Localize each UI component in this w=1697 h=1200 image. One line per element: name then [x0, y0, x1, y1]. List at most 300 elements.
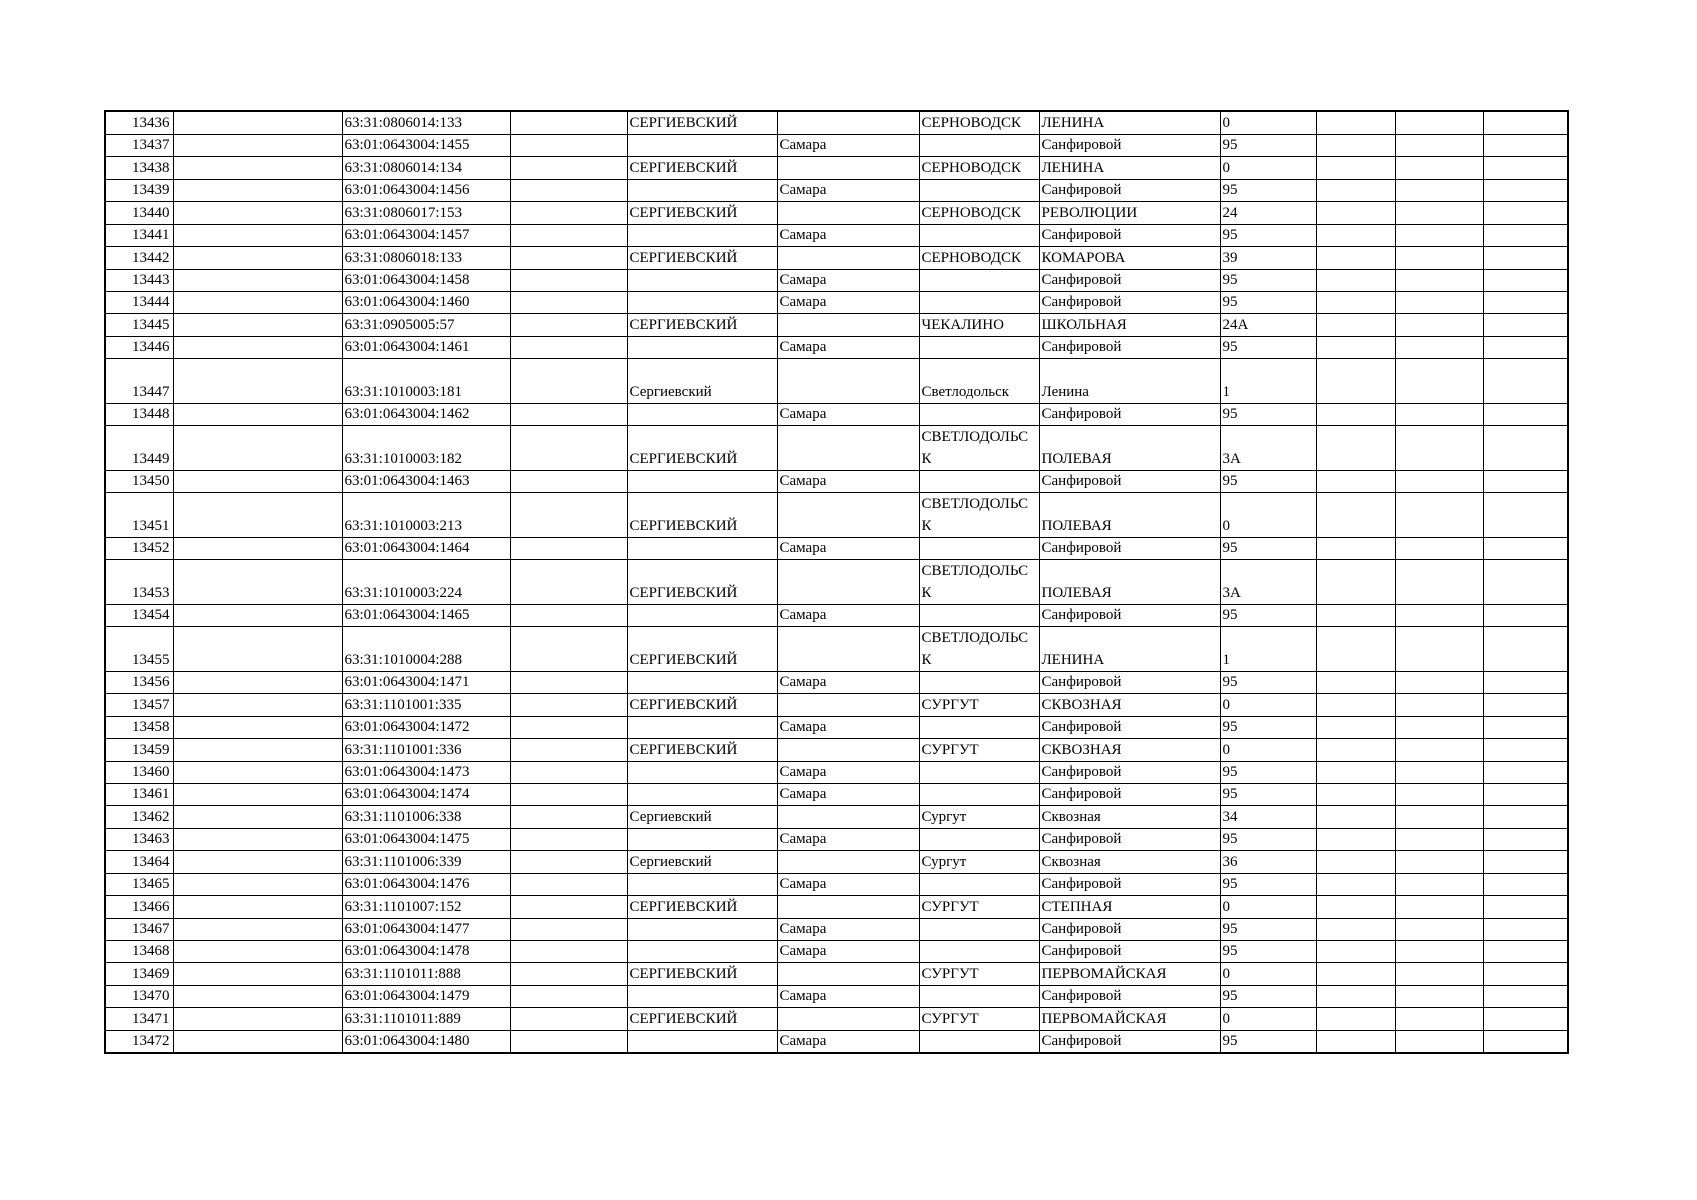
cell-row-number: 13448 — [105, 404, 173, 426]
cell-row-number: 13449 — [105, 426, 173, 471]
cell-house: 95 — [1220, 1031, 1316, 1054]
cell-city — [777, 694, 919, 717]
cell-cadastral-number: 63:31:1101001:336 — [342, 739, 510, 762]
cell-street: Санфировой — [1039, 135, 1220, 157]
cell-district — [627, 717, 777, 739]
cell-district: Сергиевский — [627, 851, 777, 874]
cell-row-number: 13438 — [105, 157, 173, 180]
cell-empty-k — [1395, 359, 1483, 404]
table-row — [105, 941, 1568, 963]
cell-house: 95 — [1220, 829, 1316, 851]
cell-district: СЕРГИЕВСКИЙ — [627, 963, 777, 986]
cell-empty-d — [510, 135, 627, 157]
cell-empty-l — [1483, 426, 1568, 471]
cell-empty-d — [510, 292, 627, 314]
cell-locality — [919, 1031, 1039, 1054]
cell-empty-b — [173, 672, 342, 694]
cell-locality: Сургут — [919, 851, 1039, 874]
cell-cadastral-number: 63:31:0806014:134 — [342, 157, 510, 180]
cell-locality — [919, 829, 1039, 851]
cell-empty-d — [510, 1031, 627, 1054]
cell-empty-j — [1316, 806, 1395, 829]
cell-empty-b — [173, 896, 342, 919]
cell-empty-d — [510, 694, 627, 717]
cell-house: 3А — [1220, 426, 1316, 471]
cell-empty-d — [510, 337, 627, 359]
table-row — [105, 359, 1568, 404]
cell-empty-b — [173, 941, 342, 963]
cell-row-number: 13463 — [105, 829, 173, 851]
cell-house: 39 — [1220, 247, 1316, 270]
cell-empty-d — [510, 426, 627, 471]
cell-empty-d — [510, 560, 627, 605]
cell-empty-d — [510, 986, 627, 1008]
cell-house: 24А — [1220, 314, 1316, 337]
cell-locality: Светлодольск — [919, 359, 1039, 404]
cell-empty-k — [1395, 560, 1483, 605]
cell-empty-l — [1483, 560, 1568, 605]
table-row — [105, 404, 1568, 426]
cell-empty-d — [510, 717, 627, 739]
cell-empty-d — [510, 919, 627, 941]
cell-empty-j — [1316, 292, 1395, 314]
cell-locality: СУРГУТ — [919, 896, 1039, 919]
cell-empty-j — [1316, 404, 1395, 426]
cell-empty-j — [1316, 986, 1395, 1008]
cell-street: Санфировой — [1039, 986, 1220, 1008]
cell-house: 24 — [1220, 202, 1316, 225]
cell-city: Самара — [777, 605, 919, 627]
cell-cadastral-number: 63:01:0643004:1465 — [342, 605, 510, 627]
cell-house: 95 — [1220, 471, 1316, 493]
cell-house: 0 — [1220, 694, 1316, 717]
cell-empty-d — [510, 627, 627, 672]
cell-empty-j — [1316, 314, 1395, 337]
cell-row-number: 13450 — [105, 471, 173, 493]
cell-empty-l — [1483, 359, 1568, 404]
cell-row-number: 13469 — [105, 963, 173, 986]
cell-city: Самара — [777, 225, 919, 247]
cell-locality: СУРГУТ — [919, 963, 1039, 986]
table-body — [105, 111, 1568, 1053]
cell-locality — [919, 986, 1039, 1008]
cell-row-number: 13446 — [105, 337, 173, 359]
cell-district: СЕРГИЕВСКИЙ — [627, 493, 777, 538]
cell-empty-d — [510, 896, 627, 919]
table-row — [105, 471, 1568, 493]
cell-empty-d — [510, 963, 627, 986]
cell-cadastral-number: 63:01:0643004:1474 — [342, 784, 510, 806]
cell-street: Санфировой — [1039, 829, 1220, 851]
cell-row-number: 13457 — [105, 694, 173, 717]
cell-street: КОМАРОВА — [1039, 247, 1220, 270]
cell-empty-l — [1483, 806, 1568, 829]
cell-row-number: 13452 — [105, 538, 173, 560]
cell-house: 36 — [1220, 851, 1316, 874]
cell-empty-k — [1395, 986, 1483, 1008]
cell-empty-b — [173, 359, 342, 404]
cell-empty-b — [173, 851, 342, 874]
cell-district — [627, 941, 777, 963]
cell-city: Самара — [777, 337, 919, 359]
cell-row-number: 13437 — [105, 135, 173, 157]
address-register-table — [104, 110, 1569, 1054]
cell-district — [627, 225, 777, 247]
cell-empty-k — [1395, 337, 1483, 359]
cell-empty-l — [1483, 493, 1568, 538]
cell-empty-b — [173, 560, 342, 605]
cell-locality — [919, 717, 1039, 739]
cell-empty-d — [510, 180, 627, 202]
cell-locality — [919, 292, 1039, 314]
cell-district — [627, 270, 777, 292]
cell-empty-j — [1316, 247, 1395, 270]
cell-empty-d — [510, 538, 627, 560]
cell-empty-l — [1483, 874, 1568, 896]
cell-row-number: 13467 — [105, 919, 173, 941]
cell-street: ЛЕНИНА — [1039, 627, 1220, 672]
table-row — [105, 180, 1568, 202]
cell-city: Самара — [777, 941, 919, 963]
cell-row-number: 13441 — [105, 225, 173, 247]
cell-city: Самара — [777, 762, 919, 784]
cell-empty-j — [1316, 762, 1395, 784]
cell-street: Санфировой — [1039, 270, 1220, 292]
cell-locality — [919, 941, 1039, 963]
cell-empty-j — [1316, 426, 1395, 471]
table-row — [105, 157, 1568, 180]
cell-empty-b — [173, 314, 342, 337]
cell-empty-j — [1316, 672, 1395, 694]
cell-cadastral-number: 63:31:0806018:133 — [342, 247, 510, 270]
cell-empty-j — [1316, 896, 1395, 919]
cell-empty-b — [173, 404, 342, 426]
cell-empty-k — [1395, 739, 1483, 762]
cell-cadastral-number: 63:01:0643004:1473 — [342, 762, 510, 784]
cell-city: Самара — [777, 874, 919, 896]
table-row — [105, 314, 1568, 337]
cell-empty-l — [1483, 180, 1568, 202]
cell-empty-b — [173, 111, 342, 135]
cell-city — [777, 1008, 919, 1031]
cell-cadastral-number: 63:01:0643004:1476 — [342, 874, 510, 896]
cell-street: ПЕРВОМАЙСКАЯ — [1039, 1008, 1220, 1031]
cell-street: Санфировой — [1039, 941, 1220, 963]
cell-empty-b — [173, 694, 342, 717]
cell-house: 95 — [1220, 784, 1316, 806]
cell-empty-b — [173, 986, 342, 1008]
cell-empty-k — [1395, 806, 1483, 829]
cell-empty-b — [173, 784, 342, 806]
cell-district — [627, 919, 777, 941]
cell-cadastral-number: 63:01:0643004:1457 — [342, 225, 510, 247]
cell-row-number: 13439 — [105, 180, 173, 202]
cell-row-number: 13461 — [105, 784, 173, 806]
cell-city — [777, 202, 919, 225]
cell-house: 1 — [1220, 359, 1316, 404]
cell-empty-d — [510, 1008, 627, 1031]
cell-house: 0 — [1220, 896, 1316, 919]
cell-street: ЛЕНИНА — [1039, 111, 1220, 135]
cell-district: СЕРГИЕВСКИЙ — [627, 560, 777, 605]
cell-district — [627, 135, 777, 157]
cell-empty-b — [173, 493, 342, 538]
cell-empty-k — [1395, 292, 1483, 314]
cell-district — [627, 337, 777, 359]
cell-empty-d — [510, 739, 627, 762]
cell-cadastral-number: 63:31:1010003:181 — [342, 359, 510, 404]
cell-empty-j — [1316, 180, 1395, 202]
cell-locality: СВЕТЛОДОЛЬСК — [919, 426, 1039, 471]
cell-cadastral-number: 63:31:1010003:213 — [342, 493, 510, 538]
cell-street: Санфировой — [1039, 225, 1220, 247]
cell-empty-j — [1316, 694, 1395, 717]
cell-empty-j — [1316, 202, 1395, 225]
cell-district: СЕРГИЕВСКИЙ — [627, 157, 777, 180]
cell-row-number: 13465 — [105, 874, 173, 896]
cell-row-number: 13472 — [105, 1031, 173, 1054]
cell-street: Сквозная — [1039, 851, 1220, 874]
cell-street: Сквозная — [1039, 806, 1220, 829]
cell-cadastral-number: 63:31:1010003:224 — [342, 560, 510, 605]
cell-empty-d — [510, 359, 627, 404]
cell-empty-k — [1395, 694, 1483, 717]
cell-empty-l — [1483, 627, 1568, 672]
cell-row-number: 13440 — [105, 202, 173, 225]
cell-row-number: 13460 — [105, 762, 173, 784]
cell-street: Санфировой — [1039, 1031, 1220, 1054]
cell-empty-j — [1316, 493, 1395, 538]
table-row — [105, 829, 1568, 851]
cell-empty-k — [1395, 874, 1483, 896]
cell-empty-l — [1483, 314, 1568, 337]
cell-district: СЕРГИЕВСКИЙ — [627, 1008, 777, 1031]
cell-house: 95 — [1220, 874, 1316, 896]
cell-locality — [919, 471, 1039, 493]
cell-street: Санфировой — [1039, 605, 1220, 627]
cell-empty-l — [1483, 1008, 1568, 1031]
cell-empty-d — [510, 404, 627, 426]
cell-empty-k — [1395, 941, 1483, 963]
cell-street: Санфировой — [1039, 471, 1220, 493]
cell-locality — [919, 672, 1039, 694]
cell-empty-j — [1316, 851, 1395, 874]
cell-empty-b — [173, 292, 342, 314]
cell-cadastral-number: 63:01:0643004:1462 — [342, 404, 510, 426]
cell-house: 95 — [1220, 762, 1316, 784]
cell-house: 95 — [1220, 404, 1316, 426]
cell-locality: СЕРНОВОДСК — [919, 111, 1039, 135]
cell-row-number: 13436 — [105, 111, 173, 135]
cell-empty-l — [1483, 986, 1568, 1008]
table-row — [105, 1008, 1568, 1031]
cell-house: 0 — [1220, 1008, 1316, 1031]
cell-empty-j — [1316, 963, 1395, 986]
cell-empty-k — [1395, 538, 1483, 560]
cell-empty-j — [1316, 1031, 1395, 1054]
cell-locality — [919, 605, 1039, 627]
cell-row-number: 13445 — [105, 314, 173, 337]
table-row — [105, 493, 1568, 538]
cell-empty-l — [1483, 247, 1568, 270]
cell-street: Санфировой — [1039, 538, 1220, 560]
cell-empty-k — [1395, 1031, 1483, 1054]
cell-empty-j — [1316, 784, 1395, 806]
cell-district: Сергиевский — [627, 806, 777, 829]
cell-cadastral-number: 63:01:0643004:1456 — [342, 180, 510, 202]
cell-city — [777, 560, 919, 605]
cell-street: Санфировой — [1039, 717, 1220, 739]
table-row — [105, 1031, 1568, 1054]
cell-cadastral-number: 63:31:1010004:288 — [342, 627, 510, 672]
cell-street: Санфировой — [1039, 404, 1220, 426]
cell-empty-b — [173, 919, 342, 941]
cell-empty-d — [510, 806, 627, 829]
cell-empty-l — [1483, 404, 1568, 426]
table-row — [105, 605, 1568, 627]
cell-street: Санфировой — [1039, 337, 1220, 359]
cell-street: СКВОЗНАЯ — [1039, 739, 1220, 762]
cell-locality — [919, 762, 1039, 784]
cell-empty-d — [510, 829, 627, 851]
cell-empty-d — [510, 111, 627, 135]
cell-empty-l — [1483, 717, 1568, 739]
cell-house: 95 — [1220, 135, 1316, 157]
cell-empty-l — [1483, 963, 1568, 986]
cell-empty-k — [1395, 784, 1483, 806]
cell-street: Санфировой — [1039, 672, 1220, 694]
cell-empty-l — [1483, 829, 1568, 851]
cell-empty-d — [510, 784, 627, 806]
cell-cadastral-number: 63:01:0643004:1464 — [342, 538, 510, 560]
cell-house: 0 — [1220, 493, 1316, 538]
cell-district: СЕРГИЕВСКИЙ — [627, 314, 777, 337]
table-row — [105, 739, 1568, 762]
cell-empty-b — [173, 247, 342, 270]
cell-house: 95 — [1220, 538, 1316, 560]
cell-district: Сергиевский — [627, 359, 777, 404]
cell-district — [627, 292, 777, 314]
cell-empty-k — [1395, 762, 1483, 784]
cell-row-number: 13458 — [105, 717, 173, 739]
cell-cadastral-number: 63:01:0643004:1479 — [342, 986, 510, 1008]
cell-cadastral-number: 63:01:0643004:1455 — [342, 135, 510, 157]
cell-house: 95 — [1220, 605, 1316, 627]
cell-row-number: 13443 — [105, 270, 173, 292]
cell-house: 0 — [1220, 111, 1316, 135]
cell-locality — [919, 874, 1039, 896]
cell-district — [627, 874, 777, 896]
cell-house: 95 — [1220, 919, 1316, 941]
cell-city — [777, 493, 919, 538]
cell-empty-l — [1483, 605, 1568, 627]
cell-house: 95 — [1220, 180, 1316, 202]
cell-empty-d — [510, 851, 627, 874]
cell-street: Санфировой — [1039, 180, 1220, 202]
cell-district: СЕРГИЕВСКИЙ — [627, 202, 777, 225]
cell-district: СЕРГИЕВСКИЙ — [627, 627, 777, 672]
table-row — [105, 202, 1568, 225]
cell-house: 95 — [1220, 672, 1316, 694]
cell-empty-b — [173, 762, 342, 784]
cell-street: Санфировой — [1039, 874, 1220, 896]
cell-empty-d — [510, 493, 627, 538]
cell-locality: Сургут — [919, 806, 1039, 829]
cell-empty-k — [1395, 829, 1483, 851]
cell-empty-j — [1316, 471, 1395, 493]
table-row — [105, 292, 1568, 314]
cell-locality — [919, 538, 1039, 560]
cell-city: Самара — [777, 180, 919, 202]
cell-locality: СВЕТЛОДОЛЬСК — [919, 493, 1039, 538]
cell-row-number: 13442 — [105, 247, 173, 270]
cell-empty-b — [173, 337, 342, 359]
cell-empty-j — [1316, 1008, 1395, 1031]
table-row — [105, 111, 1568, 135]
cell-empty-j — [1316, 270, 1395, 292]
cell-cadastral-number: 63:01:0643004:1460 — [342, 292, 510, 314]
cell-empty-l — [1483, 851, 1568, 874]
cell-district — [627, 538, 777, 560]
table-row — [105, 672, 1568, 694]
cell-street: ПОЛЕВАЯ — [1039, 493, 1220, 538]
cell-locality: СВЕТЛОДОЛЬСК — [919, 560, 1039, 605]
cell-empty-d — [510, 270, 627, 292]
cell-empty-l — [1483, 941, 1568, 963]
cell-empty-d — [510, 762, 627, 784]
cell-city: Самара — [777, 404, 919, 426]
table-row — [105, 919, 1568, 941]
cell-empty-b — [173, 202, 342, 225]
cell-city: Самара — [777, 135, 919, 157]
cell-house: 0 — [1220, 157, 1316, 180]
cell-row-number: 13456 — [105, 672, 173, 694]
cell-city: Самара — [777, 717, 919, 739]
cell-locality: СУРГУТ — [919, 1008, 1039, 1031]
cell-empty-k — [1395, 135, 1483, 157]
cell-cadastral-number: 63:01:0643004:1477 — [342, 919, 510, 941]
cell-street: ПОЛЕВАЯ — [1039, 560, 1220, 605]
cell-empty-b — [173, 627, 342, 672]
cell-cadastral-number: 63:01:0643004:1458 — [342, 270, 510, 292]
cell-empty-d — [510, 314, 627, 337]
cell-empty-j — [1316, 337, 1395, 359]
cell-cadastral-number: 63:01:0643004:1480 — [342, 1031, 510, 1054]
cell-street: Санфировой — [1039, 784, 1220, 806]
cell-empty-k — [1395, 627, 1483, 672]
cell-cadastral-number: 63:31:1101011:888 — [342, 963, 510, 986]
cell-city: Самара — [777, 784, 919, 806]
cell-district: СЕРГИЕВСКИЙ — [627, 111, 777, 135]
cell-cadastral-number: 63:01:0643004:1463 — [342, 471, 510, 493]
cell-house: 1 — [1220, 627, 1316, 672]
cell-city — [777, 247, 919, 270]
cell-city — [777, 627, 919, 672]
cell-cadastral-number: 63:31:1010003:182 — [342, 426, 510, 471]
cell-empty-j — [1316, 225, 1395, 247]
cell-district — [627, 829, 777, 851]
cell-street: Санфировой — [1039, 292, 1220, 314]
table-row — [105, 135, 1568, 157]
cell-empty-j — [1316, 111, 1395, 135]
cell-house: 95 — [1220, 225, 1316, 247]
cell-empty-b — [173, 135, 342, 157]
cell-cadastral-number: 63:31:1101011:889 — [342, 1008, 510, 1031]
cell-street: РЕВОЛЮЦИИ — [1039, 202, 1220, 225]
cell-empty-k — [1395, 111, 1483, 135]
cell-row-number: 13464 — [105, 851, 173, 874]
cell-empty-j — [1316, 829, 1395, 851]
